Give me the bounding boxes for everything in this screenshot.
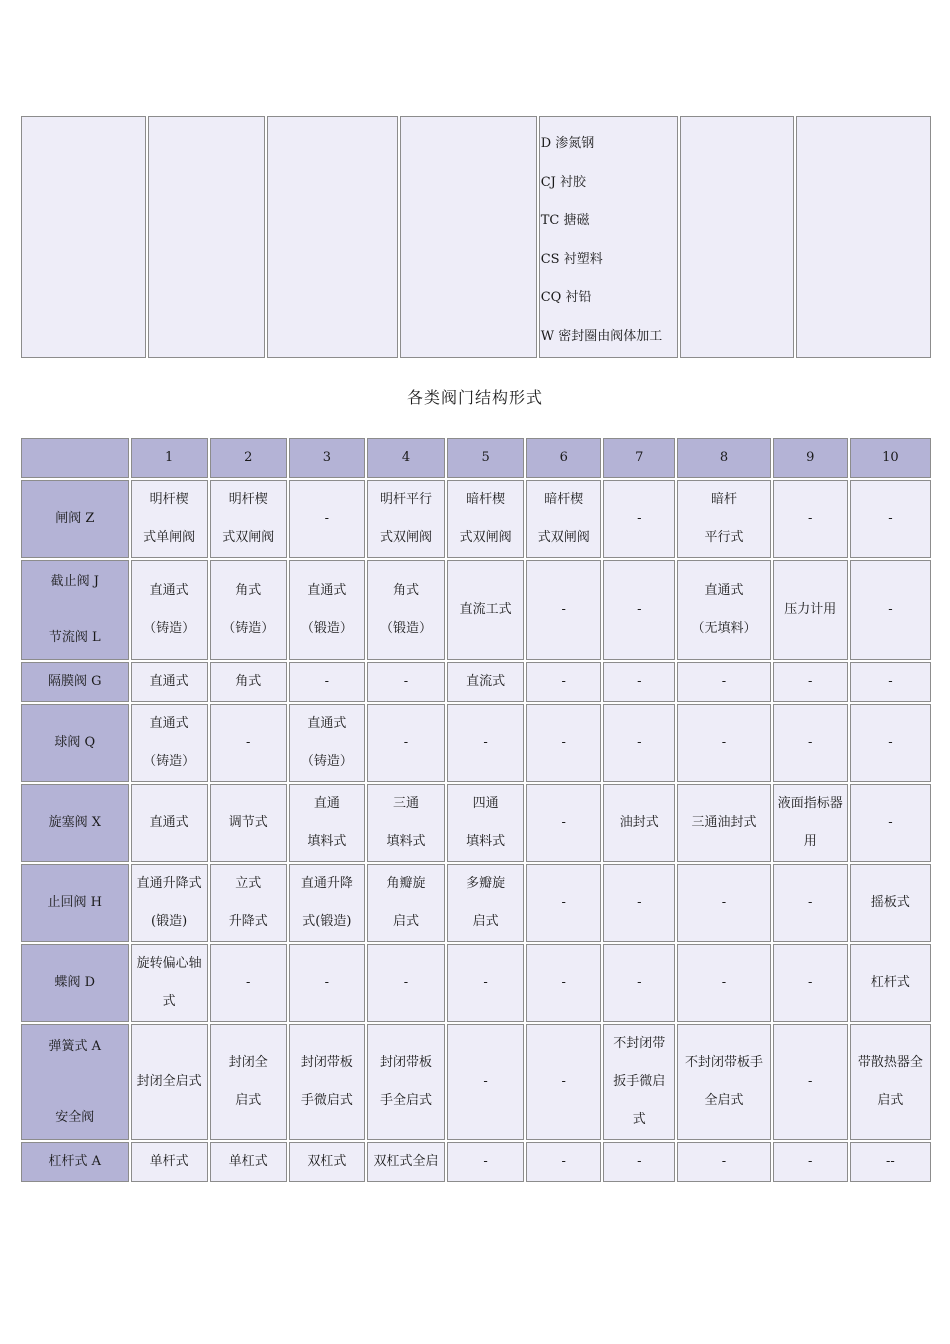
structure-cell <box>289 944 365 1022</box>
structure-cell <box>603 944 675 1022</box>
structure-text: 式(锻造) <box>302 914 352 929</box>
structure-text: 封闭带板 <box>300 1055 353 1070</box>
empty-cell <box>267 116 398 358</box>
structure-cell <box>367 784 445 862</box>
structure-cell <box>210 480 287 558</box>
structure-text: - <box>324 975 330 990</box>
structure-text: 启式 <box>235 1093 262 1108</box>
column-header: 5 <box>447 438 524 478</box>
valve-type-cell <box>21 704 129 782</box>
structure-text: - <box>808 975 813 990</box>
structure-text: 直通式 <box>307 716 347 731</box>
structure-text: - <box>808 1154 813 1169</box>
structure-text: 明杆楔 <box>228 492 268 507</box>
valve-type-label: 截止阀 J <box>50 574 99 589</box>
structure-text: （锻造） <box>300 621 353 636</box>
structure-cell <box>603 662 675 702</box>
structure-text: 直通式 <box>149 815 189 830</box>
structure-text: 式双闸阀 <box>222 530 275 545</box>
structure-cell <box>447 1024 524 1140</box>
structure-text: 直通 <box>313 796 340 811</box>
structure-text: 液面指标器 <box>777 796 843 811</box>
structure-text: - <box>561 1074 566 1089</box>
structure-cell <box>447 784 524 862</box>
valve-type-label: 止回阀 H <box>47 895 103 910</box>
structure-text: 启式 <box>472 914 499 929</box>
structure-text: 杠杆式 <box>870 975 910 990</box>
structure-cell <box>210 864 287 942</box>
structure-text: - <box>403 975 409 990</box>
structure-text: 三通油封式 <box>691 815 757 830</box>
structure-text: - <box>721 1154 727 1169</box>
structure-text: （锻造） <box>379 621 432 636</box>
structure-text: - <box>561 1154 566 1169</box>
structure-text: 封闭带板 <box>379 1055 432 1070</box>
structure-cell <box>526 480 601 558</box>
structure-cell <box>850 784 931 862</box>
structure-text: - <box>721 895 727 910</box>
structure-cell <box>131 784 208 862</box>
structure-cell <box>289 1024 365 1140</box>
structure-text: - <box>483 1074 488 1089</box>
structure-text: 直通式 <box>149 583 189 598</box>
structure-text: （无填料） <box>691 621 757 636</box>
valve-type-label: 杠杆式 A <box>48 1154 102 1169</box>
structure-cell <box>773 704 848 782</box>
structure-cell <box>131 1024 208 1140</box>
structure-cell <box>773 560 848 660</box>
structure-text: 填料式 <box>307 834 347 849</box>
table-row <box>21 944 931 1022</box>
structure-cell <box>367 1024 445 1140</box>
table-row <box>21 864 931 942</box>
structure-cell <box>677 944 770 1022</box>
structure-text: - <box>888 511 893 526</box>
structure-text: 压力计用 <box>784 602 837 617</box>
structure-text: 带散热器全 <box>857 1055 923 1070</box>
valve-type-label: 闸阀 Z <box>55 511 95 526</box>
table-row <box>21 1142 931 1182</box>
empty-cell <box>400 116 537 358</box>
structure-text: 双杠式 <box>307 1154 347 1169</box>
structure-text: 手全启式 <box>379 1093 432 1108</box>
structure-text: - <box>561 895 566 910</box>
structure-text: 填料式 <box>466 834 506 849</box>
structure-text: 封闭全 <box>228 1055 268 1070</box>
valve-type-label: 安全阀 <box>55 1109 95 1125</box>
structure-text: 扳手微启 <box>613 1074 666 1089</box>
structure-text: 直通升降 <box>300 876 353 891</box>
structure-cell <box>773 1024 848 1140</box>
empty-cell <box>148 116 266 358</box>
structure-cell <box>850 944 931 1022</box>
structure-cell <box>677 704 770 782</box>
structure-cell <box>447 704 524 782</box>
material-codes-cell <box>539 116 678 358</box>
structure-cell <box>850 864 931 942</box>
structure-cell <box>603 560 675 660</box>
column-header: 7 <box>603 438 675 478</box>
structure-cell <box>131 864 208 942</box>
structure-text: 升降式 <box>228 914 268 929</box>
structure-cell <box>289 864 365 942</box>
structure-text: - <box>403 735 409 750</box>
structure-text: 四通 <box>472 796 499 811</box>
structure-text: 单杠式 <box>228 1154 268 1169</box>
structure-cell <box>210 1024 287 1140</box>
structure-cell <box>367 1142 445 1182</box>
structure-cell <box>131 1142 208 1182</box>
structure-text: -- <box>885 1154 895 1169</box>
structure-cell <box>210 784 287 862</box>
structure-cell <box>131 560 208 660</box>
column-header: 2 <box>210 438 287 478</box>
structure-text: 直通式 <box>149 674 189 689</box>
structure-cell <box>447 662 524 702</box>
structure-cell <box>677 1024 770 1140</box>
structure-text: - <box>483 975 488 990</box>
structure-text: 式双闸阀 <box>459 530 512 545</box>
structure-text: 角式 <box>235 674 262 689</box>
header-row <box>21 438 931 478</box>
column-header: 4 <box>367 438 445 478</box>
structure-cell <box>289 662 365 702</box>
structure-text: - <box>324 674 330 689</box>
structure-cell <box>367 662 445 702</box>
header-corner-cell <box>21 438 129 478</box>
structure-text: - <box>561 975 566 990</box>
structure-text: - <box>888 815 893 830</box>
structure-text: 角瓣旋 <box>386 876 426 891</box>
structure-text: (锻造) <box>151 914 188 929</box>
structure-cell <box>447 480 524 558</box>
column-header: 9 <box>773 438 848 478</box>
structure-cell <box>289 480 365 558</box>
structure-text: - <box>808 674 813 689</box>
structure-text: - <box>483 1154 488 1169</box>
column-header: 1 <box>131 438 208 478</box>
structure-text: - <box>637 511 642 526</box>
structure-cell <box>850 480 931 558</box>
structure-text: - <box>721 975 727 990</box>
structure-text: - <box>637 735 642 750</box>
structure-cell <box>289 1142 365 1182</box>
structure-text: - <box>246 735 251 750</box>
structure-text: 平行式 <box>704 530 744 545</box>
structure-cell <box>367 704 445 782</box>
structure-text: - <box>888 735 893 750</box>
structure-cell <box>367 944 445 1022</box>
structure-text: - <box>637 674 642 689</box>
structure-text: - <box>888 602 893 617</box>
column-header: 10 <box>850 438 931 478</box>
structure-text: - <box>808 1074 813 1089</box>
structure-text: 用 <box>803 834 817 849</box>
table-row <box>21 1024 931 1140</box>
structure-text: 摇板式 <box>870 895 910 910</box>
structure-cell <box>773 1142 848 1182</box>
structure-cell <box>603 704 675 782</box>
structure-cell <box>289 704 365 782</box>
structure-text: （铸造） <box>300 754 353 769</box>
structure-text: - <box>561 602 566 617</box>
structure-text: - <box>403 674 409 689</box>
table-row <box>21 116 931 358</box>
valve-type-cell <box>21 944 129 1022</box>
structure-cell <box>773 944 848 1022</box>
valve-type-label: 隔膜阀 G <box>48 674 102 689</box>
table-row <box>21 704 931 782</box>
structure-text: 式 <box>632 1112 646 1127</box>
structure-cell <box>367 480 445 558</box>
structure-text: - <box>483 735 488 750</box>
valve-type-cell <box>21 480 129 558</box>
valve-type-label: 蝶阀 D <box>54 975 96 990</box>
structure-text: - <box>561 674 566 689</box>
structure-text: 封闭全启式 <box>136 1074 202 1089</box>
valve-type-label: 弹簧式 A <box>48 1038 102 1054</box>
structure-cell <box>850 1142 931 1182</box>
structure-cell <box>677 1142 770 1182</box>
structure-text: - <box>808 735 813 750</box>
structure-cell <box>850 560 931 660</box>
structure-text: 立式 <box>235 876 262 891</box>
valve-type-cell <box>21 784 129 862</box>
structure-cell <box>526 784 601 862</box>
structure-cell <box>367 560 445 660</box>
structure-cell <box>850 1024 931 1140</box>
structure-cell <box>677 784 770 862</box>
structure-text: - <box>721 674 727 689</box>
structure-text: 不封闭带 <box>613 1036 666 1051</box>
structure-cell <box>447 560 524 660</box>
valve-type-cell <box>21 1142 129 1182</box>
empty-cell <box>680 116 795 358</box>
empty-cell <box>21 116 146 358</box>
valve-type-cell <box>21 864 129 942</box>
structure-text: 角式 <box>235 583 262 598</box>
structure-cell <box>773 864 848 942</box>
structure-text: - <box>888 674 893 689</box>
structure-cell <box>677 560 770 660</box>
structure-text: （铸造） <box>222 621 275 636</box>
structure-text: 油封式 <box>619 815 659 830</box>
structure-text: 不封闭带板手 <box>685 1055 764 1070</box>
structure-cell <box>603 1142 675 1182</box>
materials-table-fragment <box>19 114 933 360</box>
structure-text: - <box>637 602 642 617</box>
structure-cell <box>603 864 675 942</box>
empty-cell <box>796 116 931 358</box>
table-row <box>21 560 931 660</box>
structure-text: （铸造） <box>143 621 196 636</box>
structure-text: 式 <box>162 994 176 1009</box>
structure-text: 式单闸阀 <box>143 530 196 545</box>
structure-text: 式双闸阀 <box>379 530 432 545</box>
structure-text: - <box>637 1154 642 1169</box>
column-header: 3 <box>289 438 365 478</box>
structure-cell <box>603 1024 675 1140</box>
table-row <box>21 662 931 702</box>
structure-cell <box>526 944 601 1022</box>
material-code: CS 衬塑料 <box>540 251 603 267</box>
structure-cell <box>677 480 770 558</box>
structure-cell <box>526 1142 601 1182</box>
structure-cell <box>526 560 601 660</box>
structure-text: 三通 <box>392 796 419 811</box>
structure-cell <box>210 704 287 782</box>
structure-cell <box>773 662 848 702</box>
structure-cell <box>210 662 287 702</box>
structure-text: 调节式 <box>228 815 268 830</box>
structure-text: - <box>561 735 566 750</box>
structure-cell <box>210 944 287 1022</box>
material-code: TC 搪磁 <box>540 213 590 229</box>
valve-type-label: 球阀 Q <box>54 735 96 750</box>
material-code: CQ 衬铅 <box>540 290 592 306</box>
structure-text: 角式 <box>392 583 419 598</box>
structure-text: - <box>721 735 727 750</box>
structure-text: 明杆平行 <box>379 492 432 507</box>
structure-cell <box>603 784 675 862</box>
valve-type-cell <box>21 662 129 702</box>
structure-text: 启式 <box>877 1093 904 1108</box>
column-header: 8 <box>677 438 770 478</box>
structure-text: （铸造） <box>143 754 196 769</box>
table-caption: 各类阀门结构形式 <box>406 388 543 407</box>
structure-cell <box>677 864 770 942</box>
structure-text: - <box>561 815 566 830</box>
structure-cell <box>289 560 365 660</box>
structure-text: 直通升降式 <box>136 876 202 891</box>
structure-cell <box>131 662 208 702</box>
structure-cell <box>447 944 524 1022</box>
structure-cell <box>289 784 365 862</box>
structure-text: 手微启式 <box>300 1093 353 1108</box>
structure-text: - <box>637 975 642 990</box>
structure-cell <box>210 1142 287 1182</box>
structure-cell <box>773 784 848 862</box>
structure-cell <box>367 864 445 942</box>
structure-cell <box>526 1024 601 1140</box>
structure-text: 填料式 <box>386 834 426 849</box>
structure-text: 多瓣旋 <box>466 876 506 891</box>
structure-text: 全启式 <box>704 1093 744 1108</box>
valve-type-cell <box>21 560 129 660</box>
structure-text: 旋转偏心轴 <box>136 956 202 971</box>
table-row <box>21 480 931 558</box>
structure-text: 暗杆楔 <box>466 492 506 507</box>
structure-text: 暗杆楔 <box>544 492 584 507</box>
material-code: CJ 衬胶 <box>540 174 586 190</box>
valve-structure-table <box>19 436 933 1184</box>
structure-text: - <box>324 511 330 526</box>
structure-text: - <box>808 511 813 526</box>
structure-cell <box>131 944 208 1022</box>
structure-text: 式双闸阀 <box>537 530 590 545</box>
structure-text: 启式 <box>392 914 419 929</box>
table-row <box>21 784 931 862</box>
structure-cell <box>210 560 287 660</box>
structure-cell <box>773 480 848 558</box>
structure-cell <box>526 662 601 702</box>
structure-cell <box>447 864 524 942</box>
structure-cell <box>131 704 208 782</box>
structure-text: - <box>808 895 813 910</box>
structure-text: 直通式 <box>149 716 189 731</box>
structure-cell <box>526 704 601 782</box>
structure-text: 直通式 <box>704 583 744 598</box>
column-header: 6 <box>526 438 601 478</box>
valve-type-label: 节流阀 L <box>48 630 101 645</box>
structure-cell <box>850 704 931 782</box>
structure-cell <box>677 662 770 702</box>
structure-text: 明杆楔 <box>149 492 189 507</box>
structure-cell <box>850 662 931 702</box>
valve-type-label: 旋塞阀 X <box>48 815 101 830</box>
valve-type-cell <box>21 1024 129 1140</box>
structure-text: 暗杆 <box>711 492 738 507</box>
structure-text: 直流工式 <box>459 602 512 617</box>
structure-text: 直通式 <box>307 583 347 598</box>
structure-text: 单杆式 <box>149 1154 189 1169</box>
material-code: W 密封圈由阀体加工 <box>540 328 663 344</box>
structure-cell <box>603 480 675 558</box>
structure-cell <box>447 1142 524 1182</box>
material-code: D 渗氮钢 <box>540 136 595 151</box>
structure-text: 双杠式全启 <box>373 1154 439 1169</box>
structure-cell <box>131 480 208 558</box>
structure-text: 直流式 <box>466 674 506 689</box>
structure-cell <box>526 864 601 942</box>
structure-text: - <box>246 975 251 990</box>
structure-text: - <box>637 895 642 910</box>
